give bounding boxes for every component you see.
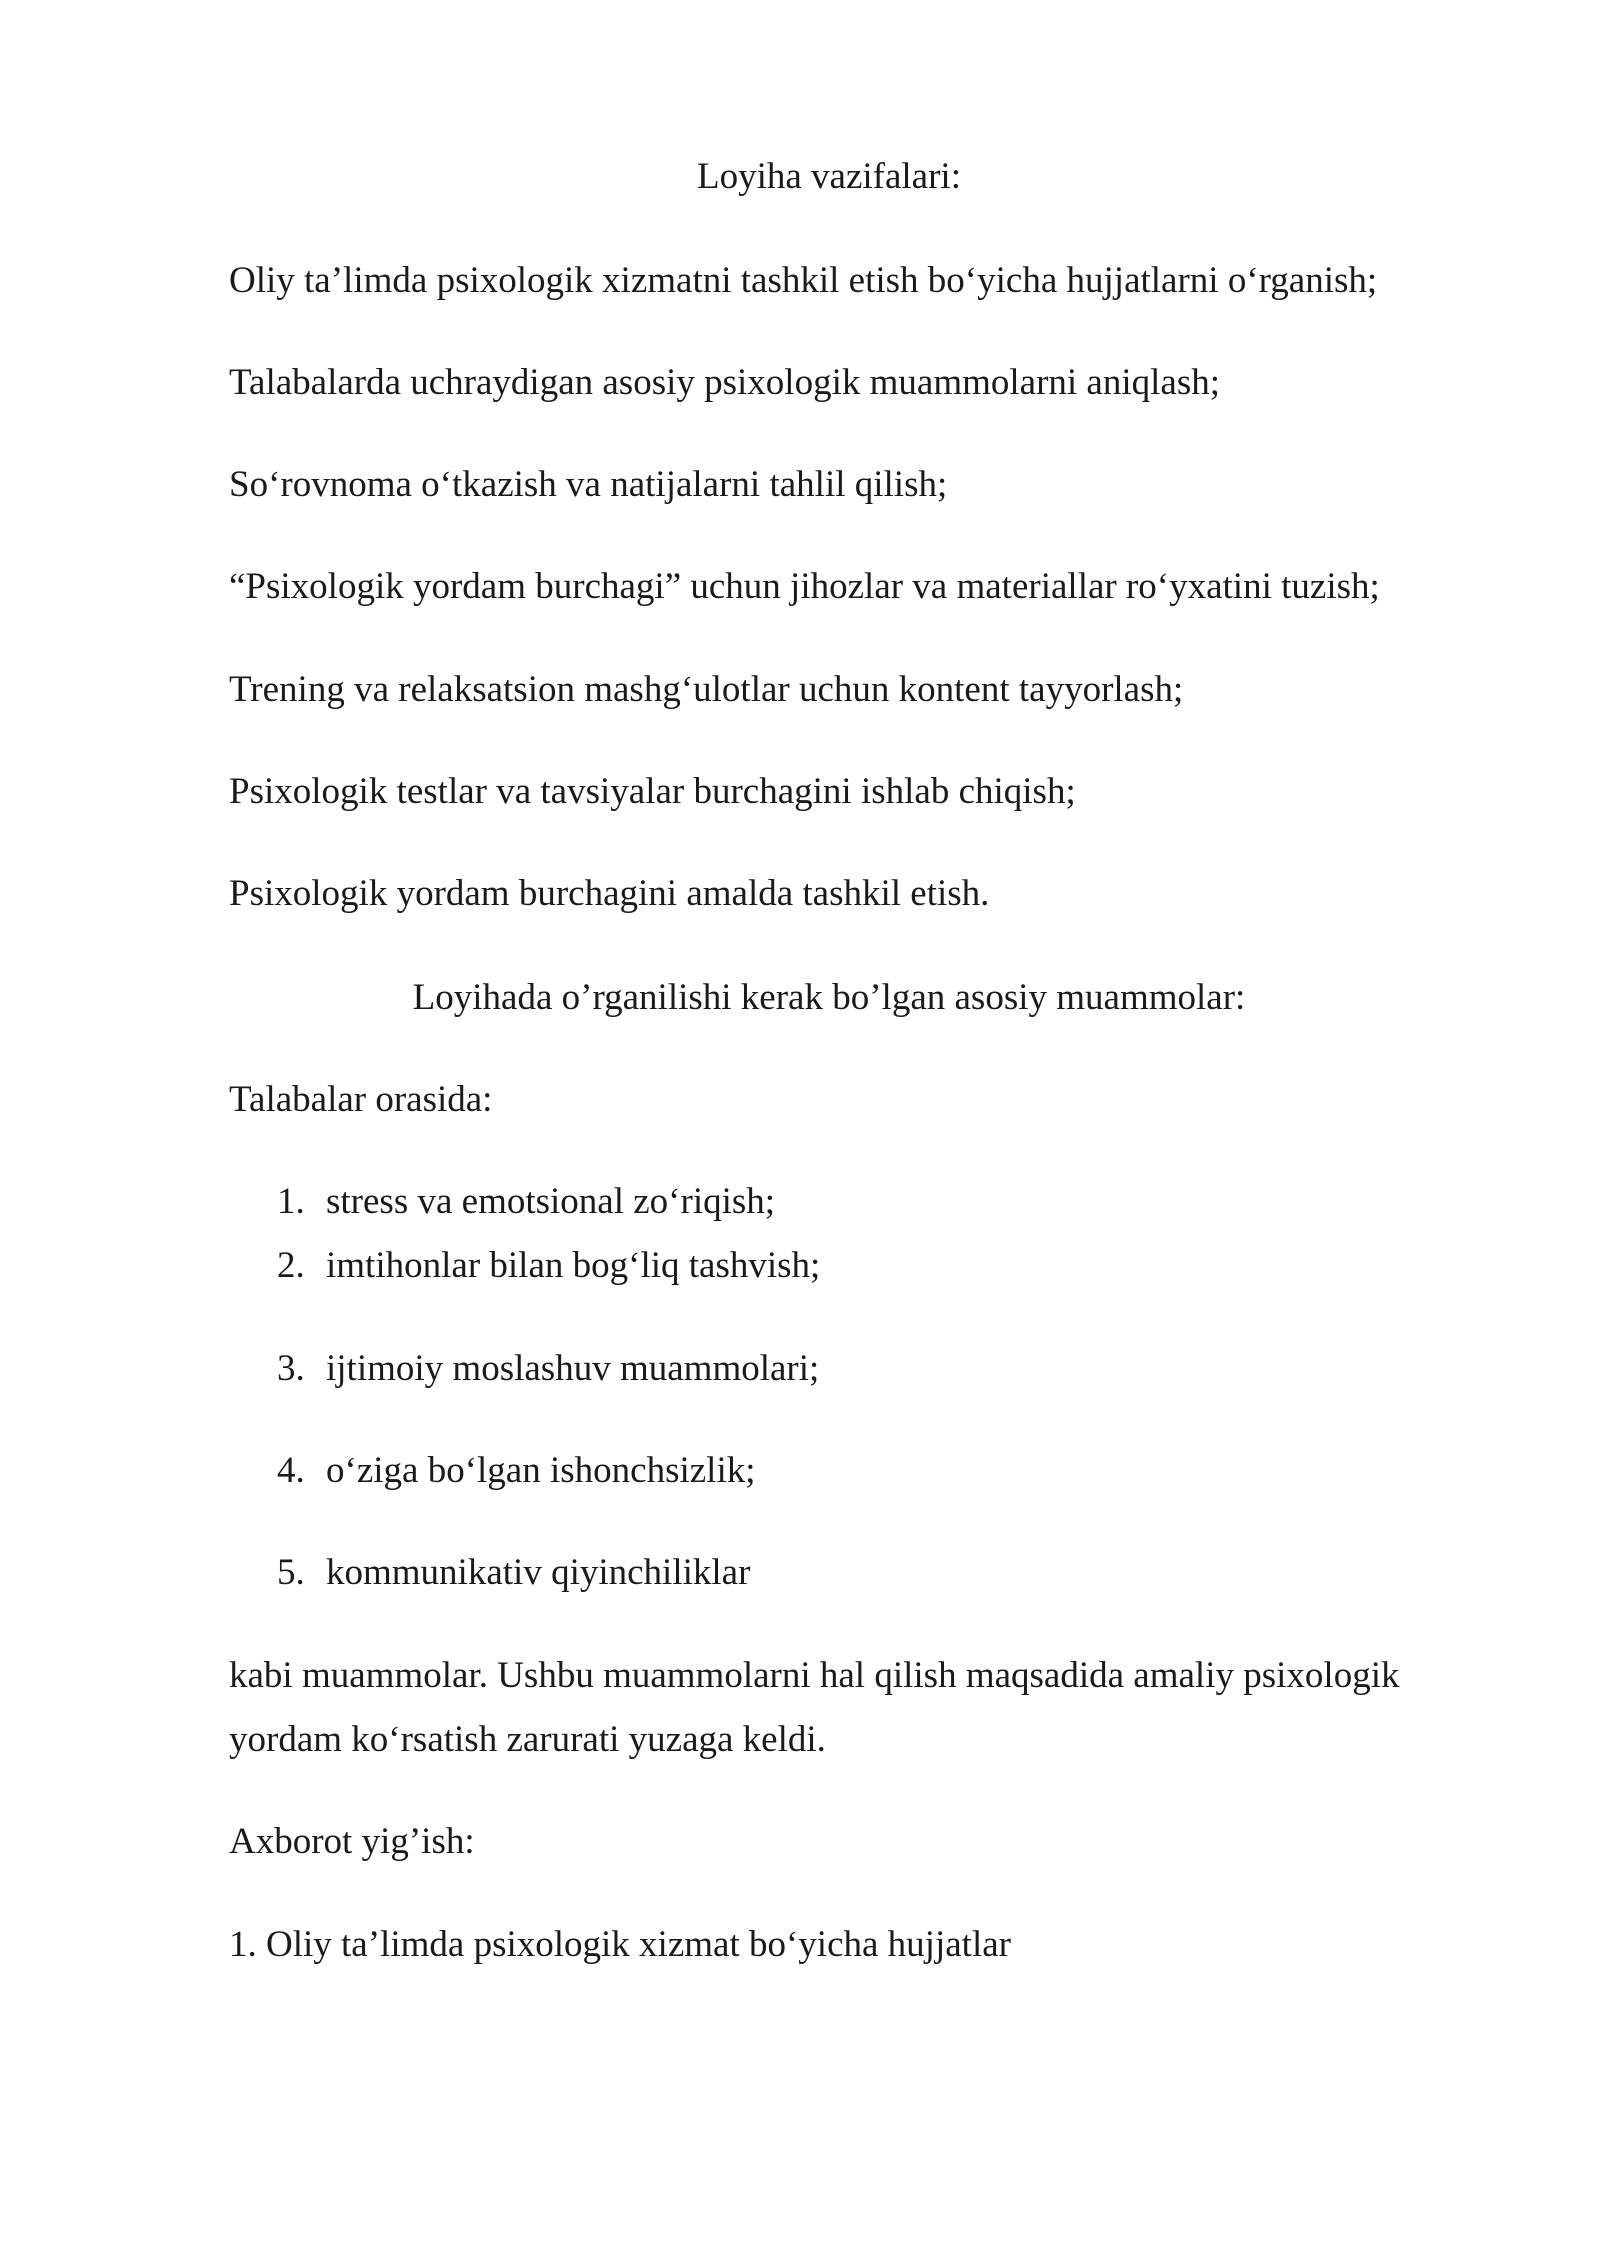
info-item: 1. Oliy ta’limda psixologik xizmat bo‘yicha hujjatlar bbox=[229, 1924, 1011, 1965]
list-item-number: 5. bbox=[277, 1552, 305, 1593]
tasks-heading: Loyiha vazifalari: bbox=[696, 156, 961, 197]
list-item-number: 3. bbox=[277, 1348, 305, 1389]
conclusion-line: yordam ko‘rsatish zarurati yuzaga keldi. bbox=[229, 1719, 826, 1760]
list-item-text: o‘ziga bo‘lgan ishonchsizlik; bbox=[326, 1450, 756, 1491]
task-item: Talabalarda uchraydigan asosiy psixologik muammolarni aniqlash; bbox=[229, 362, 1221, 403]
list-item-number: 2. bbox=[277, 1245, 305, 1286]
task-item: “Psixologik yordam burchagi” uchun jihozlar va materiallar ro‘yxatini tuzish; bbox=[229, 566, 1380, 607]
task-item: So‘rovnoma o‘tkazish va natijalarni tahlil qilish; bbox=[229, 464, 948, 505]
list-item-number: 4. bbox=[277, 1450, 305, 1491]
list-item-text: stress va emotsional zo‘riqish; bbox=[326, 1181, 776, 1222]
problems-heading: Loyihada o’rganilishi kerak bo’lgan asosiy muammolar: bbox=[412, 977, 1246, 1018]
list-item-number: 1. bbox=[277, 1181, 305, 1222]
list-item-text: kommunikativ qiyinchiliklar bbox=[326, 1552, 751, 1593]
task-item: Psixologik yordam burchagini amalda tashkil etish. bbox=[229, 873, 990, 914]
list-item-text: ijtimoiy moslashuv muammolari; bbox=[326, 1348, 820, 1389]
students-label: Talabalar orasida: bbox=[229, 1079, 493, 1120]
task-item: Psixologik testlar va tavsiyalar burchagini ishlab chiqish; bbox=[229, 771, 1076, 812]
task-item: Oliy ta’limda psixologik xizmatni tashkil etish bo‘yicha hujjatlarni o‘rganish; bbox=[229, 260, 1378, 301]
task-item: Trening va relaksatsion mashg‘ulotlar uchun kontent tayyorlash; bbox=[229, 669, 1184, 710]
info-label: Axborot yig’ish: bbox=[229, 1821, 475, 1862]
conclusion-line: kabi muammolar. Ushbu muammolarni hal qilish maqsadida amaliy psixologik bbox=[229, 1655, 1400, 1696]
list-item-text: imtihonlar bilan bog‘liq tashvish; bbox=[326, 1245, 821, 1286]
